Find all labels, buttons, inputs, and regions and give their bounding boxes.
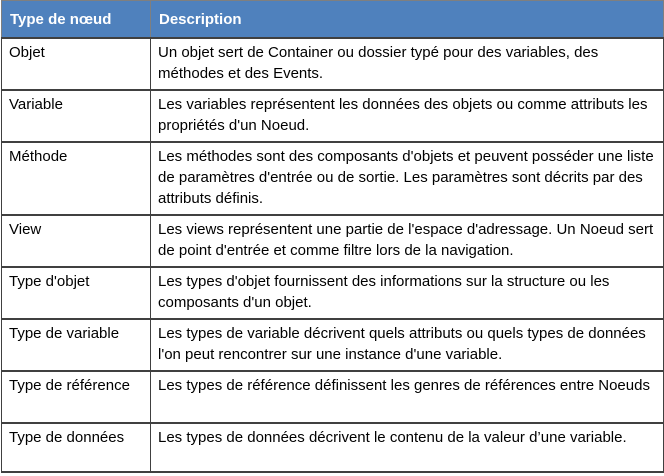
table-row: [2, 38, 664, 90]
header-node-type: Type de nœud: [2, 1, 151, 39]
header-row: [2, 1, 664, 39]
header-description: Description: [151, 1, 664, 39]
description-cell: Les types de référence définissent les genres de références entre Noeuds: [151, 371, 664, 423]
table-row: [2, 423, 664, 472]
table-body: [2, 38, 664, 472]
description-cell: Les views représentent une partie de l'espace d'adressage. Un Noeud sert de point d'entrée et comme filtre lors de la navigation.: [151, 215, 664, 267]
node-type-cell: Variable: [2, 90, 151, 142]
table-row: [2, 267, 664, 319]
node-type-cell: Objet: [2, 38, 151, 90]
table-row: [2, 319, 664, 371]
node-type-cell: Type d'objet: [2, 267, 151, 319]
node-type-cell: Type de données: [2, 423, 151, 472]
description-cell: Les variables représentent les données des objets ou comme attributs les propriétés d'un Noeud.: [151, 90, 664, 142]
description-cell: Les méthodes sont des composants d'objets et peuvent posséder une liste de paramètres d'entrée ou de sortie. Les paramètres sont décrits par des attributs définis.: [151, 142, 664, 215]
table-row: [2, 215, 664, 267]
description-cell: Les types de données décrivent le contenu de la valeur d’une variable.: [151, 423, 664, 472]
table-row: [2, 371, 664, 423]
node-type-cell: View: [2, 215, 151, 267]
node-type-cell: Méthode: [2, 142, 151, 215]
table-row: [2, 142, 664, 215]
description-cell: Les types de variable décrivent quels attributs ou quels types de données l'on peut rencontrer sur une instance d'une variable.: [151, 319, 664, 371]
node-types-table: [1, 0, 664, 473]
description-cell: Les types d'objet fournissent des informations sur la structure ou les composants d'un objet.: [151, 267, 664, 319]
node-type-cell: Type de référence: [2, 371, 151, 423]
node-type-cell: Type de variable: [2, 319, 151, 371]
description-cell: Un objet sert de Container ou dossier typé pour des variables, des méthodes et des Events.: [151, 38, 664, 90]
table-row: [2, 90, 664, 142]
table-header: [2, 1, 664, 39]
